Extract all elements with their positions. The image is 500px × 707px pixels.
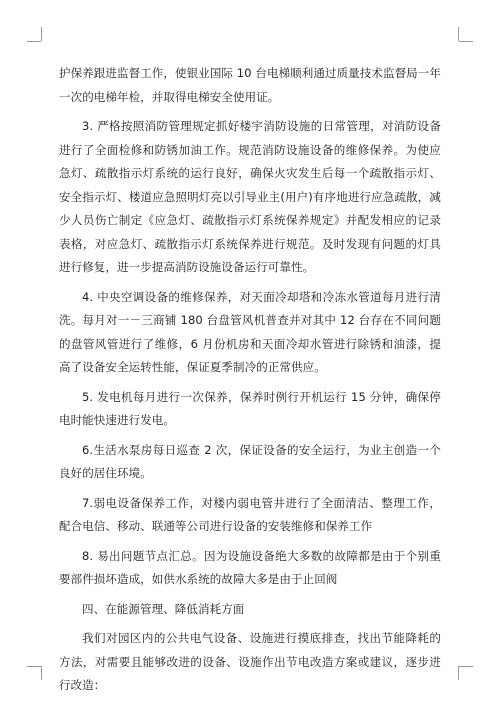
paragraph-low-voltage: 7.弱电设备保养工作，对楼内弱电管井进行了全面清洁、整理工作，配合电信、移动、联通等公司进行设备的安装维修和保养工作: [59, 495, 441, 533]
paragraph-fault-summary: 8. 易出问题节点汇总。因为设施设备绝大多数的故障都是由于个别重要部件损坏造成，如供水系统的故障大多是由于止回阀: [59, 548, 441, 586]
crop-mark-bottom-right-v: [458, 666, 459, 680]
crop-mark-top-right-v: [458, 27, 459, 41]
paragraph-water-pump: 6.生活水泵房每日巡查 2 次，保证设备的安全运行，为业主创造一个良好的居住环境。: [59, 442, 441, 480]
paragraph-energy-saving: 我们对园区内的公共电气设备、设施进行摸底排查，找出节能降耗的方法，对需要且能够改进的设备、设施作出节电改造方案或建议，逐步进行改造：: [59, 631, 441, 692]
document-body: [59, 62, 441, 698]
crop-mark-bottom-right-h: [459, 666, 473, 667]
paragraph-fire-safety: 3. 严格按照消防管理规定抓好楼宇消防设施的日常管理，对消防设备进行了全面检修和防锈加油工作。规范消防设施设备的维修保养。为使应急灯、疏散指示灯系统的运行良好，确保火灾发生后每一个疏散指示灯、安全指示灯、楼道应急照明灯亮以引导业主(用户)有序地进行应急疏散，减少人员伤亡制定《应急灯、疏散指示灯系统保养规定》并配发相应的记录表格，对应急灯、疏散指示灯系统保养进行规范。及时发现有问题的灯具进行修复，进一步提高消防设施设备运行可靠性。: [59, 119, 441, 274]
crop-mark-top-left-h: [27, 41, 41, 42]
crop-mark-top-left-v: [41, 27, 42, 41]
paragraph-elevator-inspection: 护保养跟进监督工作，使银业国际 10 台电梯顺利通过质量技术监督局一年一次的电梯年检，并取得电梯安全使用证。: [59, 66, 441, 104]
paragraph-central-ac: 4. 中央空调设备的维修保养，对天面冷却塔和冷冻水管道每月进行清洗。每月对一－三商铺 180 台盘管风机普查并对其中 12 台存在不同问题的盘管风管进行了维修，6 月份机房和天面冷却水管进行除锈和油漆，提高了设备安全运转性能，保证夏季制冷的正常供应。: [59, 289, 441, 374]
crop-mark-bottom-left-h: [27, 666, 41, 667]
section-heading-energy: 四、在能源管理、降低消耗方面: [82, 601, 245, 616]
crop-mark-bottom-left-v: [41, 666, 42, 680]
paragraph-generator: 5. 发电机每月进行一次保养，保养时例行开机运行 15 分钟，确保停电时能快速进行发电。: [59, 389, 441, 427]
crop-mark-top-right-h: [459, 41, 473, 42]
